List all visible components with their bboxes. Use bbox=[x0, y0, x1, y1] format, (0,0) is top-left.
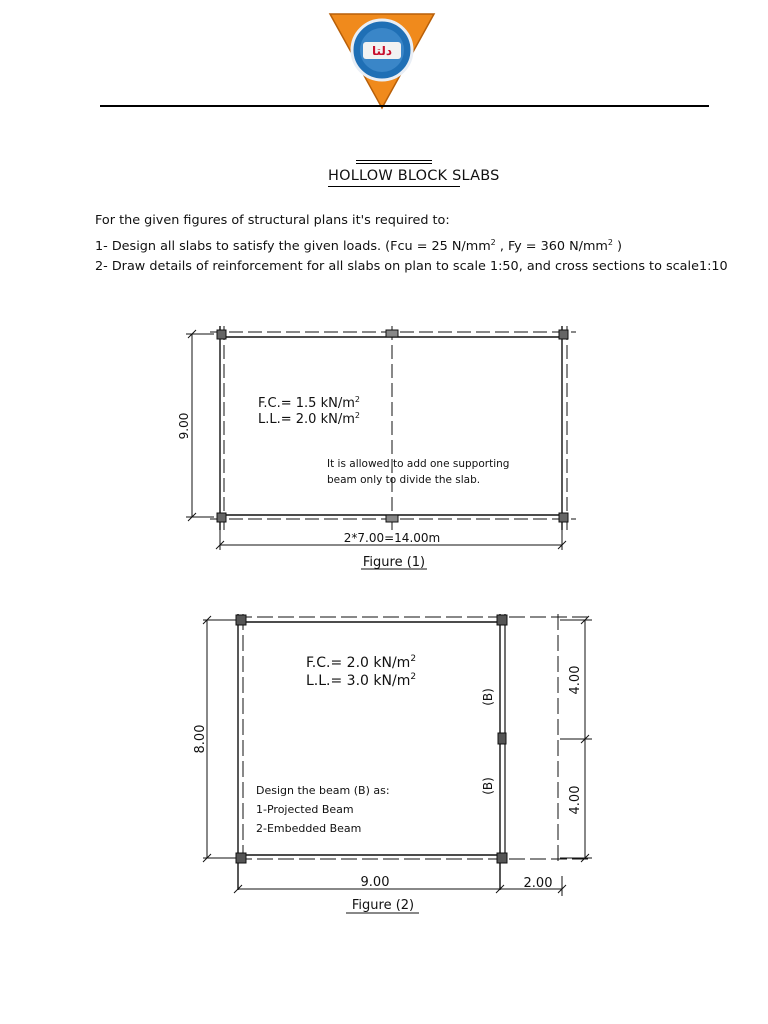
figure-1-fc-sup: 2 bbox=[354, 395, 360, 404]
figure-2-ll-value: L.L.= 3.0 kN/m bbox=[306, 673, 411, 689]
page-title: HOLLOW BLOCK SLABS bbox=[328, 168, 500, 184]
figure-1-column bbox=[386, 515, 398, 522]
figure-1-ll-value: L.L.= 2.0 kN/m bbox=[258, 412, 355, 427]
figure-1-fc-value: F.C.= 1.5 kN/m bbox=[258, 396, 355, 411]
figure-1-caption: Figure (1) bbox=[362, 555, 426, 570]
figure-2-design-item-1: 1-Projected Beam bbox=[256, 803, 354, 816]
figure-1-column bbox=[559, 330, 568, 339]
requirement-2: 2- Draw details of reinforcement for all slabs on plan to scale 1:50, and cross sections to scale1:10 bbox=[95, 259, 728, 274]
requirement-1-tail: ) bbox=[612, 239, 623, 254]
figure-2-column bbox=[497, 853, 507, 863]
figure-1-column bbox=[559, 513, 568, 522]
figure-1-note-line2: beam only to divide the slab. bbox=[327, 474, 481, 486]
figure-1-plan bbox=[186, 326, 576, 550]
requirement-1-sup1: 2 bbox=[490, 238, 496, 247]
figure-2-caption: Figure (2) bbox=[351, 898, 415, 913]
figure-2-fc bbox=[306, 654, 416, 671]
figure-2-dim-cantilever: 2.00 bbox=[523, 876, 553, 891]
figure-2-column bbox=[497, 615, 507, 625]
figure-2-dim-right-top: 4.00 bbox=[568, 665, 583, 695]
figure-2-column bbox=[236, 615, 246, 625]
figure-1-dim-width: 2*7.00=14.00m bbox=[343, 531, 441, 545]
figure-1-column bbox=[386, 330, 398, 337]
figure-2-beam-label-top: (B) bbox=[481, 688, 495, 706]
intro-text: For the given figures of structural plans it's required to: bbox=[95, 213, 450, 228]
figure-1-note-line1: It is allowed to add one supporting bbox=[327, 458, 510, 470]
requirement-1-lead: 1- Design all slabs to satisfy the given loads. (Fcu = 25 N/mm bbox=[95, 239, 491, 254]
figure-1-column bbox=[217, 513, 226, 522]
figure-1-fc bbox=[258, 395, 360, 411]
requirement-1-mid: , Fy = 360 N/mm bbox=[495, 239, 608, 254]
figure-2-dim-right-bottom: 4.00 bbox=[568, 785, 583, 815]
figure-1-dim-height: 9.00 bbox=[177, 412, 191, 440]
requirement-1-sup2: 2 bbox=[607, 238, 613, 247]
figure-2-design-item-2: 2-Embedded Beam bbox=[256, 822, 362, 835]
figure-2-fc-sup: 2 bbox=[410, 654, 417, 664]
figure-2-dim-height: 8.00 bbox=[193, 724, 208, 754]
figure-1-column bbox=[217, 330, 226, 339]
figure-2-column bbox=[498, 733, 506, 744]
figure-1-ll-sup: 2 bbox=[354, 411, 360, 420]
logo-text: دلتا bbox=[371, 44, 393, 58]
figure-2-dim-width: 9.00 bbox=[360, 875, 390, 890]
figure-1-ll bbox=[258, 411, 360, 427]
figure-2-design-title: Design the beam (B) as: bbox=[256, 784, 390, 797]
figure-2-column bbox=[236, 853, 246, 863]
figure-2-fc-value: F.C.= 2.0 kN/m bbox=[306, 655, 411, 671]
figure-2-ll bbox=[306, 672, 416, 689]
figure-2-ll-sup: 2 bbox=[410, 672, 417, 682]
figure-2-beam-label-bottom: (B) bbox=[481, 777, 495, 795]
